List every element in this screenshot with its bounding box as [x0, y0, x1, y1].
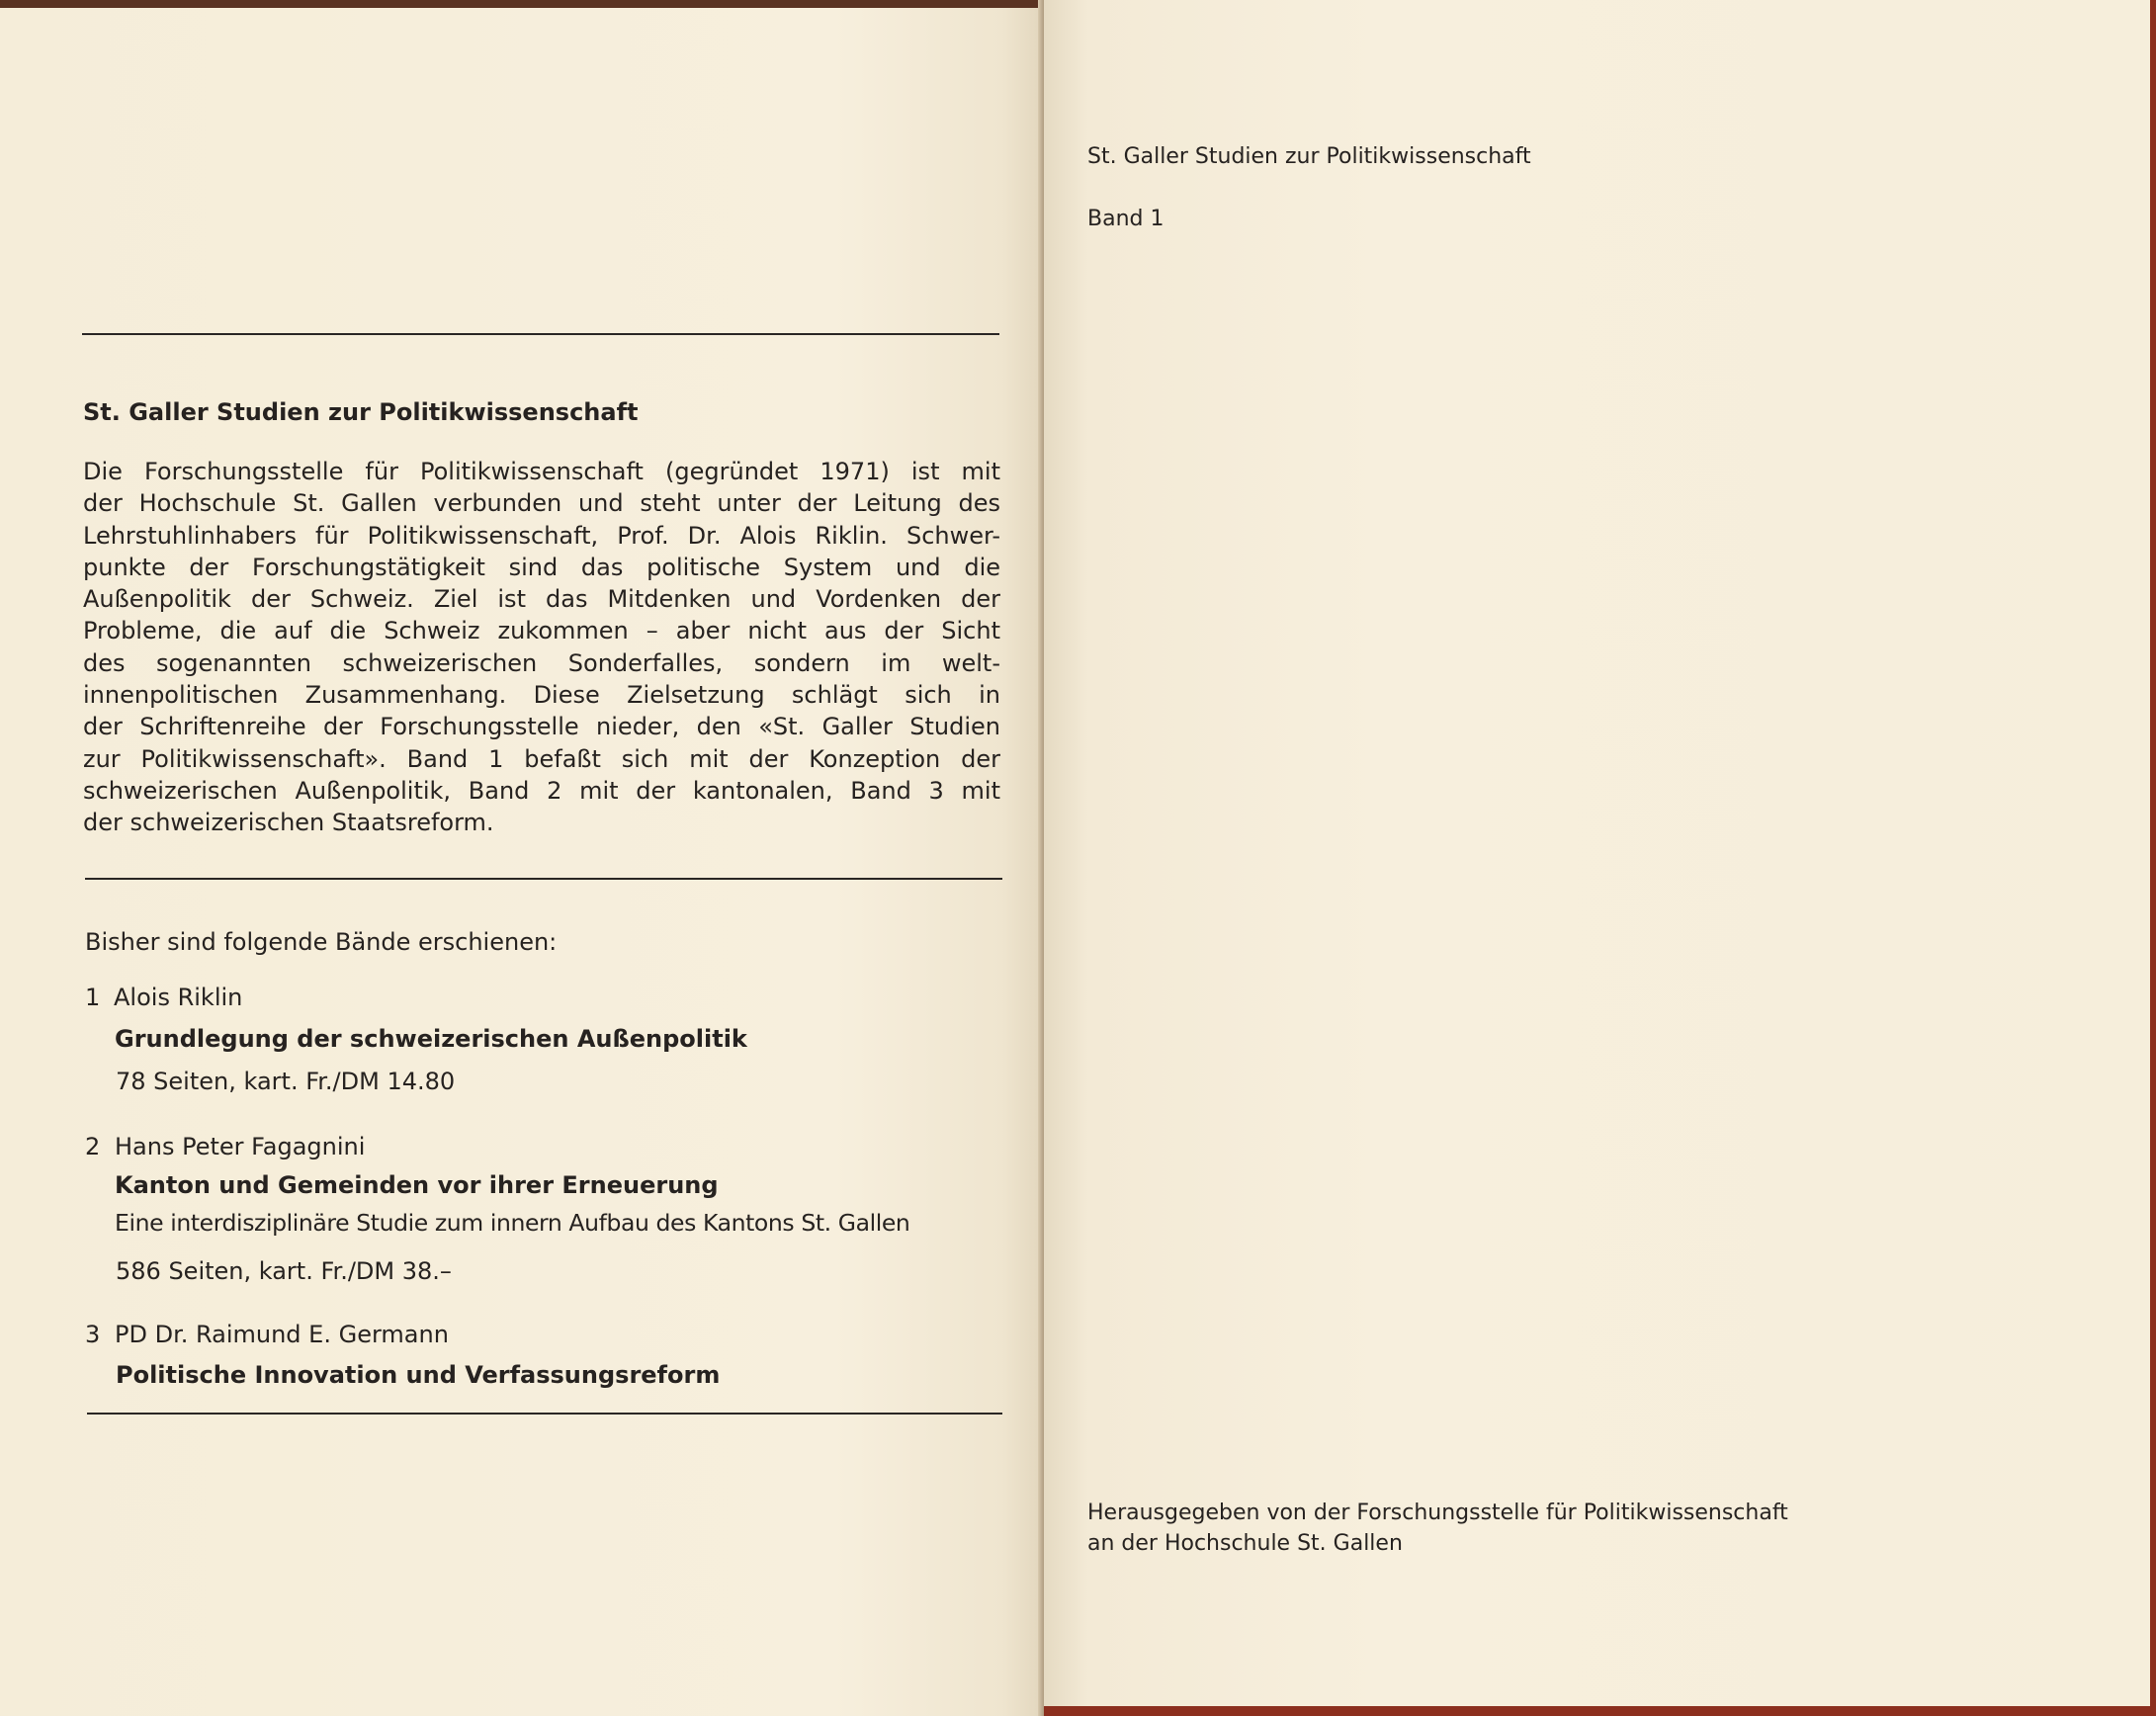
page-bottom-edge — [1044, 1706, 2156, 1716]
volume-label: Band 1 — [1087, 207, 1164, 231]
description-line: punkte der Forschungstätigkeit sind das politische System und die — [83, 553, 1000, 581]
volume-details: 78 Seiten, kart. Fr./DM 14.80 — [116, 1068, 456, 1095]
volume-number: 3 — [85, 1321, 101, 1348]
left-page — [0, 0, 1044, 1716]
publisher-line: Herausgegeben von der Forschungsstelle für Politikwissenschaft — [1087, 1501, 1788, 1525]
middle-rule — [85, 878, 1002, 880]
top-rule — [82, 333, 999, 335]
page-right-edge — [2150, 0, 2156, 1716]
description-line: schweizerischen Außenpolitik, Band 2 mit der kantonalen, Band 3 mit — [83, 776, 1000, 805]
page-top-edge — [0, 0, 1044, 8]
volume-author: Hans Peter Fagagnini — [115, 1133, 366, 1160]
volume-title: Grundlegung der schweizerischen Außenpolitik — [115, 1025, 747, 1053]
series-heading: St. Galler Studien zur Politikwissenschaft — [83, 398, 639, 426]
volume-number: 1 — [85, 984, 101, 1011]
volume-author: Alois Riklin — [114, 984, 243, 1011]
description-line: zur Politikwissenschaft». Band 1 befaßt sich mit der Konzeption der — [83, 744, 1000, 773]
description-line: des sogenannten schweizerischen Sonderfalles, sondern im welt- — [83, 648, 1000, 677]
description-line: innenpolitischen Zusammenhang. Diese Zielsetzung schlägt sich in — [83, 681, 1000, 710]
volume-title: Kanton und Gemeinden vor ihrer Erneuerung — [115, 1171, 719, 1199]
volumes-intro: Bisher sind folgende Bände erschienen: — [85, 928, 558, 956]
series-description — [83, 456, 1000, 839]
series-title: St. Galler Studien zur Politikwissenschaft — [1087, 144, 1531, 169]
volume-subtitle: Eine interdisziplinäre Studie zum innern Aufbau des Kantons St. Gallen — [115, 1209, 910, 1237]
volume-details: 586 Seiten, kart. Fr./DM 38.– — [116, 1257, 452, 1285]
description-line: Außenpolitik der Schweiz. Ziel ist das Mitdenken und Vordenken der — [83, 585, 1000, 614]
description-line: Lehrstuhlinhabers für Politikwissenschaft, Prof. Dr. Alois Riklin. Schwer- — [83, 521, 1000, 550]
description-line: Die Forschungsstelle für Politikwissenschaft (gegründet 1971) ist mit — [83, 458, 1000, 485]
volume-author: PD Dr. Raimund E. Germann — [115, 1321, 449, 1348]
publisher-line: an der Hochschule St. Gallen — [1087, 1531, 1403, 1556]
right-page — [1044, 0, 2156, 1716]
volume-number: 2 — [85, 1133, 101, 1160]
bottom-rule — [87, 1413, 1002, 1415]
description-line: der Schriftenreihe der Forschungsstelle nieder, den «St. Galler Studien — [83, 713, 1000, 741]
description-line: der Hochschule St. Gallen verbunden und steht unter der Leitung des — [83, 489, 1000, 518]
volume-title: Politische Innovation und Verfassungsreform — [116, 1361, 721, 1389]
description-line: der schweizerischen Staatsreform. — [83, 809, 494, 837]
description-line: Probleme, die auf die Schweiz zukommen – aber nicht aus der Sicht — [83, 617, 1000, 645]
